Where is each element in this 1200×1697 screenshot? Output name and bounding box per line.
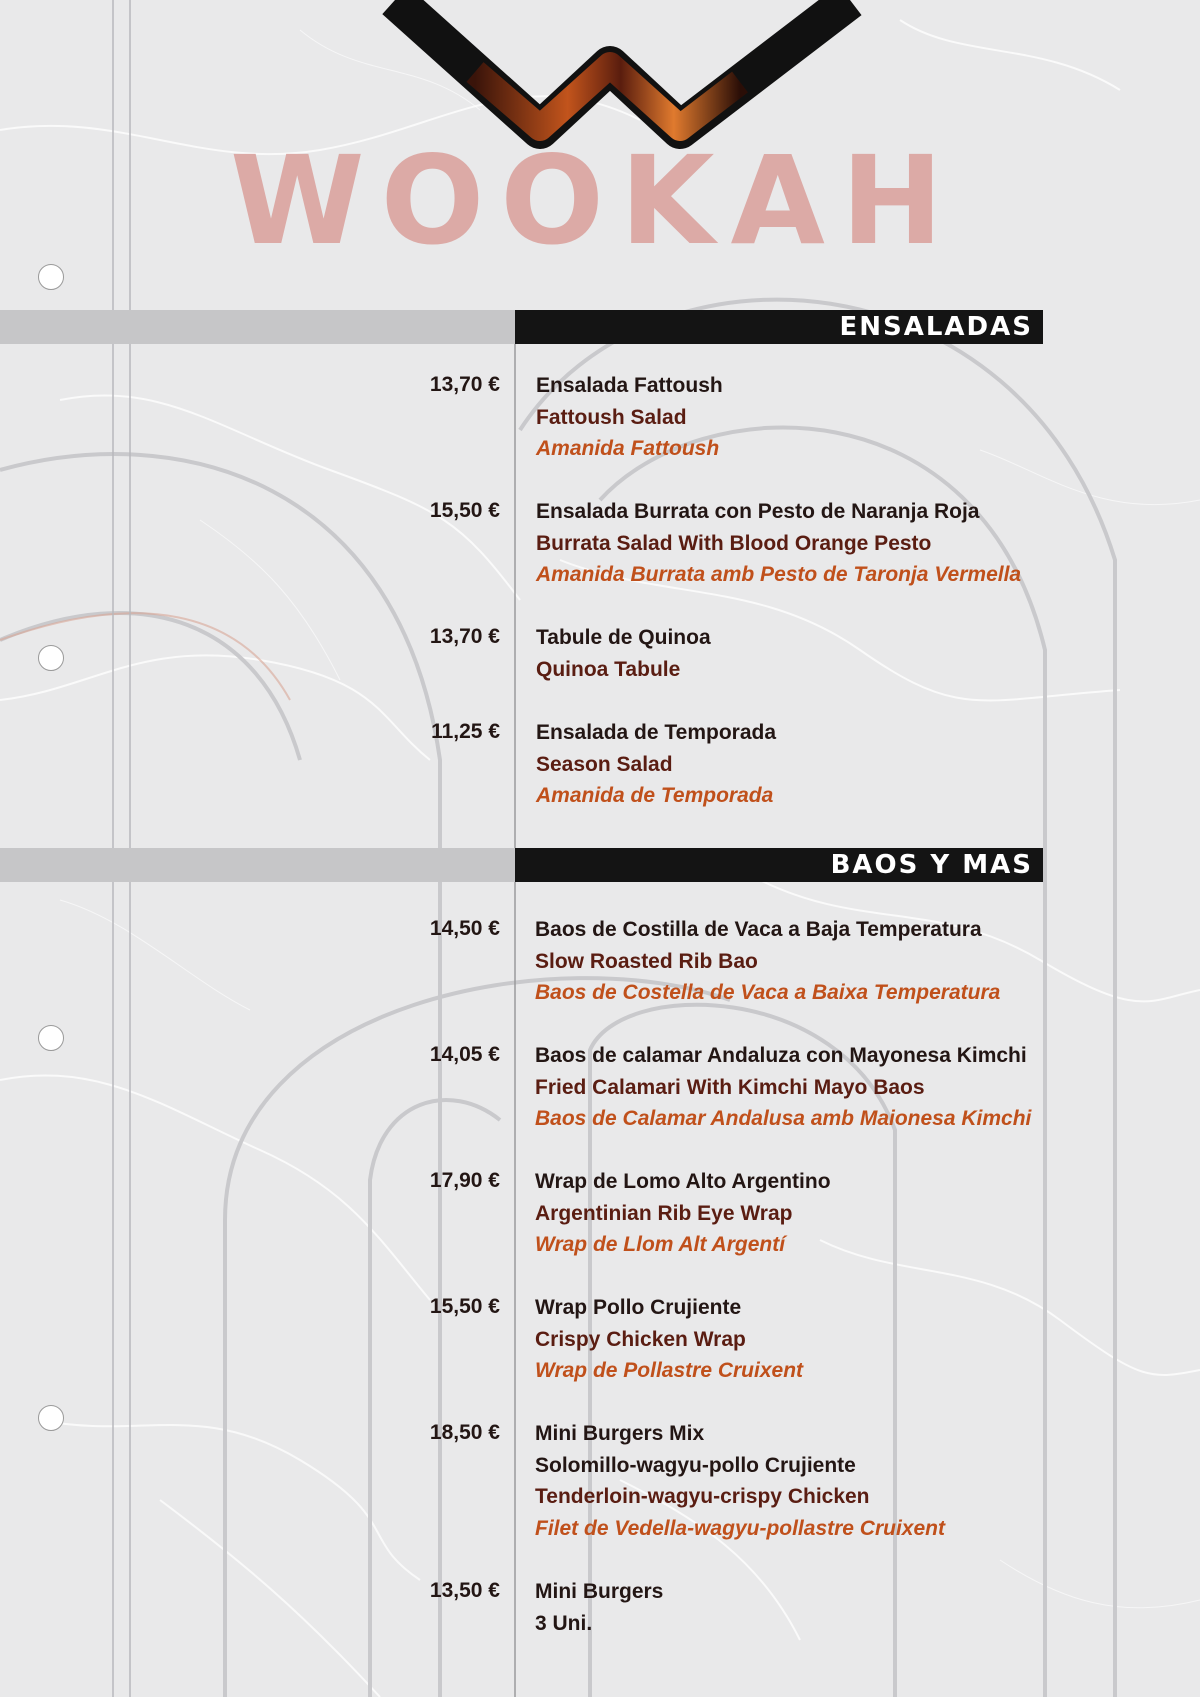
item-name-es: Wrap Pollo Crujiente: [535, 1296, 742, 1319]
item-price: 14,50 €: [429, 917, 500, 940]
item-price: 11,25 €: [431, 720, 500, 743]
section-title: ENSALADAS: [839, 312, 1033, 342]
section-header-baos: [515, 848, 1043, 882]
item-desc-ca: Filet de Vedella-wagyu-pollastre Cruixent: [535, 1516, 945, 1540]
menu-item: [536, 717, 776, 812]
item-name-ca: Amanida de Temporada: [536, 784, 774, 807]
menu-item: [535, 1292, 803, 1387]
item-name-es: Baos de Costilla de Vaca a Baja Temperatura: [535, 918, 982, 941]
item-name-ca: Amanida Fattoush: [536, 437, 720, 460]
punch-hole: [38, 264, 64, 290]
item-price: 18,50 €: [429, 1421, 500, 1444]
item-name-es: Ensalada Fattoush: [536, 374, 723, 397]
item-price: 13,70 €: [429, 625, 500, 648]
item-price: 17,90 €: [429, 1169, 500, 1192]
item-name-en: Fattoush Salad: [536, 405, 687, 429]
menu-item: [536, 370, 723, 465]
menu-item: [535, 914, 1000, 1009]
item-name-es: Mini Burgers Mix: [535, 1422, 705, 1445]
item-name-en: Crispy Chicken Wrap: [535, 1327, 746, 1351]
item-name-en: Argentinian Rib Eye Wrap: [535, 1201, 793, 1225]
menu-item: [535, 1166, 831, 1261]
item-name-es: Wrap de Lomo Alto Argentino: [535, 1170, 831, 1193]
item-quantity: 3 Uni.: [535, 1611, 593, 1635]
punch-hole: [38, 1405, 64, 1431]
item-name-es: Mini Burgers: [535, 1580, 664, 1603]
menu-item: [535, 1040, 1031, 1135]
punch-hole: [38, 645, 64, 671]
punch-hole: [38, 1025, 64, 1051]
item-name-en: Slow Roasted Rib Bao: [535, 949, 758, 973]
item-name-en: Burrata Salad With Blood Orange Pesto: [536, 531, 932, 555]
item-name-es: Baos de calamar Andaluza con Mayonesa Kimchi: [535, 1044, 1027, 1067]
item-price: 14,05 €: [429, 1043, 500, 1066]
item-name-ca: Wrap de Pollastre Cruixent: [535, 1359, 804, 1382]
item-name-ca: Wrap de Llom Alt Argentí: [535, 1233, 786, 1256]
item-desc-en: Tenderloin-wagyu-crispy Chicken: [535, 1485, 870, 1508]
item-price: 13,50 €: [429, 1579, 500, 1602]
item-name-en: Season Salad: [536, 752, 673, 776]
item-name-ca: Baos de Calamar Andalusa amb Maionesa Kimchi: [535, 1107, 1032, 1130]
item-name-es: Tabule de Quinoa: [536, 626, 711, 649]
menu-item: [535, 1418, 945, 1544]
item-price: 15,50 €: [429, 499, 500, 522]
item-price: 15,50 €: [429, 1295, 500, 1318]
item-desc-es: Solomillo-wagyu-pollo Crujiente: [535, 1453, 856, 1477]
section-header-ensaladas: [515, 310, 1043, 344]
menu-item: [536, 496, 1021, 591]
item-name-ca: Baos de Costella de Vaca a Baixa Temperatura: [535, 981, 1001, 1004]
item-name-ca: Amanida Burrata amb Pesto de Taronja Vermella: [536, 563, 1022, 586]
item-name-en: Quinoa Tabule: [536, 657, 681, 681]
brand-name: WOOKAH: [230, 130, 960, 272]
section-title: BAOS Y MAS: [830, 850, 1033, 880]
item-price: 13,70 €: [429, 373, 500, 396]
brand-logo-icon: [380, 0, 940, 150]
menu-item: [535, 1576, 663, 1639]
item-name-en: Fried Calamari With Kimchi Mayo Baos: [535, 1075, 925, 1099]
menu-item: [536, 622, 711, 685]
item-name-es: Ensalada de Temporada: [536, 721, 777, 744]
item-name-es: Ensalada Burrata con Pesto de Naranja Roja: [536, 500, 980, 523]
